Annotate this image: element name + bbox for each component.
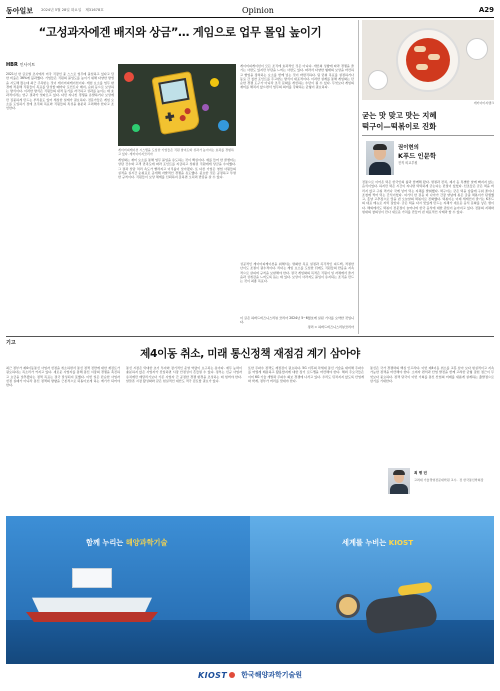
console-screen: [158, 78, 189, 105]
bottom-article-col-2: 통신 시장은 막대한 초기 투자와 장기적인 운영 역량이 요구되는 분야다. 재무 능력이 충분하지 않은 사업자가 진입하면 시장 안정성이 흔들릴 수 있다. 정부는 신규 사업자 유치에만 매달리기보다 기존 사업자 간 공정한 경쟁 환경을 조성하는 데 힘써야 한다. 알뜰폰 시장 활성화와 같은 현실적인 대안도 적극 검토할 필요가 있다.: [126, 366, 242, 383]
kiost-logo-text: 한국해양과학기술원: [241, 671, 303, 679]
masthead: [6, 4, 494, 18]
author-block: [398, 144, 494, 166]
hbr-tag-sub: 인사이트: [19, 62, 36, 67]
candy-decoration: [124, 72, 134, 82]
kiost-logo: KIOST: [197, 670, 228, 680]
page-number: A29: [478, 6, 494, 14]
console-button: [184, 108, 191, 115]
ad-slogan-left-em: 해양과학기술: [125, 538, 168, 547]
rice-cake: [416, 64, 428, 70]
newspaper-logo: 동아일보: [6, 5, 34, 15]
bottom-article-col-1: 최근 정부가 제4이동통신 사업자 선정을 취소하면서 통신 정책 전반에 대한 재검토가 필요하다는 목소리가 커지고 있다. 새로운 사업자를 통해 통신 시장의 경쟁을 촉진하고 요금을 낮추겠다는 정책 목표는 결국 달성되지 못했다. 이번 일은 단순한 사업자 선정 실패가 아니라 통신 정책의 방향을 근본적으로 되돌아보게 하는 계기가 되어야 한다.: [6, 366, 120, 388]
ad-slogan-right-pre: 세계를 누비는: [342, 538, 389, 547]
column-title: K푸드 인문학: [398, 152, 437, 160]
right-column-divider: [362, 135, 494, 136]
section-label: [242, 6, 274, 15]
candy-decoration: [210, 78, 219, 87]
writer-photo-hair: [393, 470, 405, 475]
writer-name: 최 병 민: [414, 471, 427, 475]
console-button: [179, 115, 186, 122]
game-photo: [118, 64, 236, 146]
writer-photo-body: [390, 484, 408, 494]
author-photo-body: [369, 162, 391, 175]
game-photo-caption: 게이미피케이션 시스템을 도입한 기업들은 직원 참여도와 성과가 높아지는 효과를 경험하고 있다. 게티이미지코리아: [118, 148, 234, 156]
hbr-tag-main: HBR: [6, 62, 18, 68]
top-article-col-2: 게임화는 재미 요소를 통해 업무 몰입을 유도하는 것이 핵심이다. 예를 들어 한 콜센터는 상담 건수와 고객 만족도에 따라 포인트를 지급하고 상위권 직원에게 상금을 수여했다. 그 결과 상담 처리 속도가 빨라지고 이직률이 낮아졌다. 또 다른 기업은 영업 사원들의 실적을 실시간 순위표로 공개해 자발적인 경쟁을 유도했다. 중요한 것은 공정하고 투명한 규칙이다. 직원들이 보상 체계를 신뢰하지 못하면 오히려 반감을 살 수 있다.: [118, 158, 236, 180]
top-article-byline-2: 정리 = 하버드비즈니스리뷰코리아: [307, 325, 354, 329]
tteokbokki-photo: [362, 20, 494, 100]
hbr-tag: [6, 62, 35, 68]
tteokbokki-sauce: [406, 38, 450, 82]
kiost-advertisement: [6, 516, 494, 686]
rice-cake: [428, 54, 440, 60]
author-affiliation: 전직 외교부원: [398, 161, 418, 165]
handheld-game-console: [151, 71, 200, 135]
side-bowl: [368, 70, 388, 90]
ad-footer: [6, 664, 494, 686]
side-bowl: [466, 38, 488, 60]
issue-number: 제31678호: [85, 8, 104, 12]
food-photo-caption: 게티이미지뱅크: [473, 101, 494, 105]
logo-dot-icon: [229, 672, 235, 678]
ad-slogan-left-pre: 함께 누리는: [86, 538, 126, 547]
ad-slogan-left: [86, 538, 167, 548]
top-article-byline: 이 글은 하버드비즈니스리뷰 코리아 2024년 5~6월호에 실린 기사를 요약한 것입니다.: [240, 316, 354, 325]
research-ship-deck: [72, 568, 112, 588]
candy-decoration: [218, 120, 229, 131]
writer-title: 고려대 기술경영전문대학원 교수 · 전 한국통신학회장: [414, 478, 484, 482]
issue-date: 2024년 5월 28일 화요일: [41, 8, 82, 12]
right-column-headline-line-2: 떡구이—떡볶이로 진화: [362, 122, 437, 131]
rice-cake: [414, 46, 426, 52]
section-divider: [6, 336, 494, 337]
ad-slogan-right: [342, 538, 413, 548]
console-dpad: [165, 112, 175, 122]
research-ship-hull: [26, 612, 158, 622]
top-article-col-3: 게이미피케이션이 모든 조직에 효과적인 것은 아니다. 개인의 성향에 따라 경쟁을 즐기는 사람도 있지만 부담을 느끼는 사람도 있다. 따라서 다양한 형태의 보상을 마련하고 협업을 장려하는 요소를 함께 넣는 것이 바람직하다. 팀 단위 목표를 설정하거나 동료 간 칭찬 포인트를 주고받는 방식이 대표적이다. 이러한 설계를 통해 게임화는 단순한 경쟁 도구가 아니라 조직 문화를 개선하는 수단이 될 수 있다. 무엇보다 게임의 재미를 해치지 않으면서 업무의 의미를 강화하는 균형이 필요하다.: [240, 64, 354, 90]
top-article-col-4: 성공적인 게이미피케이션을 위해서는 명확한 목표 설정과 즉각적인 피드백, 적절한 난이도 조절이 필수적이다. 리더는 게임 요소를 도입한 뒤에도 직원들의 반응을 지속적으로 살피며 규칙을 보완해야 한다. 결국 게임화의 목적은 직원이 일 자체에서 즐거움과 성취감을 느끼도록 돕는 데 있다. 보상이 사라져도 몰입이 유지되는 조직을 만드는 것이 최종 목표다.: [240, 262, 354, 284]
contribution-tag: 기고: [6, 340, 16, 346]
column-divider: [358, 20, 359, 334]
author-photo-hair: [373, 144, 387, 150]
right-column-headline: [362, 110, 494, 132]
right-column-headline-line-1: 굳는 맛 맞고 맛는 지혜: [362, 111, 437, 120]
top-article-headline: “고성과자에겐 배지와 상금”… 게임으로 업무 몰입 높이기: [38, 25, 322, 39]
author-name: 권이현의: [398, 145, 419, 151]
diver-helmet: [336, 594, 360, 618]
right-column-text: 전통으로 이어온 떡은 한국인의 삶과 함께해 왔다. 명절과 잔치, 제사 등 특별한 날에 빠지지 않는 음식이었다. 하지만 떡은 시간이 지나면 딱딱하게 굳는다는 단점이 있었다. 선조들은 굳은 떡을 버리지 않고 구워 먹거나 국에 넣어 먹는 지혜를 발휘했다. 떡구이는 굳은 떡을 숯불에 구워 꿀이나 조청에 찍어 먹는 간식이었다. 여기서 한 걸음 더 나아가 간장 양념에 볶은 궁중 떡볶이가 탄생했고, 훗날 고추장으로 맛을 낸 오늘날의 떡볶이로 진화했다. 떡볶이는 이제 세계인이 즐기는 K푸드의 대표 메뉴로 자리 잡았다. 굳은 떡을 다시 맛있게 만드는 지혜가 새로운 음식 문화를 낳은 셈이다. 해외에서도 떡볶이 전문점이 늘어나며 한국 음식에 대한 관심이 높아지고 있다. 전통의 지혜와 현대의 창의성이 만나 새로운 가치를 만들어 낸 대표적인 사례라 할 수 있다.: [362, 180, 494, 215]
ad-slogan-right-em: KIOST: [388, 538, 414, 547]
candy-decoration: [132, 124, 140, 132]
bottom-article-col-3: 또한 주파수 정책도 재점검이 필요하다. 5G 이후의 차세대 통신 기술을 대비해 주파수를 어떻게 배분하고 활용할지에 대한 장기 로드맵을 마련해야 한다. 해외 주요국들은 이미 6G 기술 개발과 주파수 확보 경쟁에 나서고 있다. 우리도 뒤처지지 않도록 산업계와 학계, 정부가 머리를 맞대야 한다.: [248, 366, 364, 383]
author-photo: [366, 141, 394, 175]
bottom-article-headline: 제4이동 취소, 미래 통신정책 재점검 계기 삼아야: [140, 348, 360, 360]
section-text: Opinion: [242, 6, 274, 15]
top-article-col-1: 2021년 한 글로벌 조사에서 미국 직장인 중 스스로 업무에 몰입하고 있다고 답한 비율은 36%에 불과했다. 기업들은 직원의 몰입도를 높이기 위해 다양한 방법을 시도해 왔는데 최근 주목받는 것이 게이미피케이션이다. 게임 요소를 업무 환경에 적용해 직원들이 목표를 달성할 때마다 포인트나 배지, 순위 등으로 보상하는 방식이다. 이러한 방식은 직원들의 내적 동기를 자극하고 성과를 높이는 데 효과적이라는 연구 결과가 잇따르고 있다. 다만 지나친 경쟁을 유발하거나 보상에만 집중하게 만드는 부작용도 있어 세심한 설계가 필요하다. 전문가들은 게임 요소를 도입하기 전에 조직의 목표와 직원들의 특성을 충분히 고려해야 한다고 조언한다.: [6, 72, 114, 111]
writer-photo: [388, 468, 410, 494]
bottom-article-col-4: 통신은 국가 경쟁력의 핵심 인프라다. 이번 제4이동 취소를 교훈 삼아 보다 현실적이고 지속 가능한 정책을 마련해야 한다. 소비자 편익과 산업 발전을 함께 고려한 균형 잡힌 접근이 무엇보다 중요하다. 정책 당국이 이번 기회를 통신 산업의 미래를 새롭게 설계하는 출발점으로 삼기를 기대한다.: [370, 366, 494, 383]
candy-decoration: [202, 104, 209, 111]
